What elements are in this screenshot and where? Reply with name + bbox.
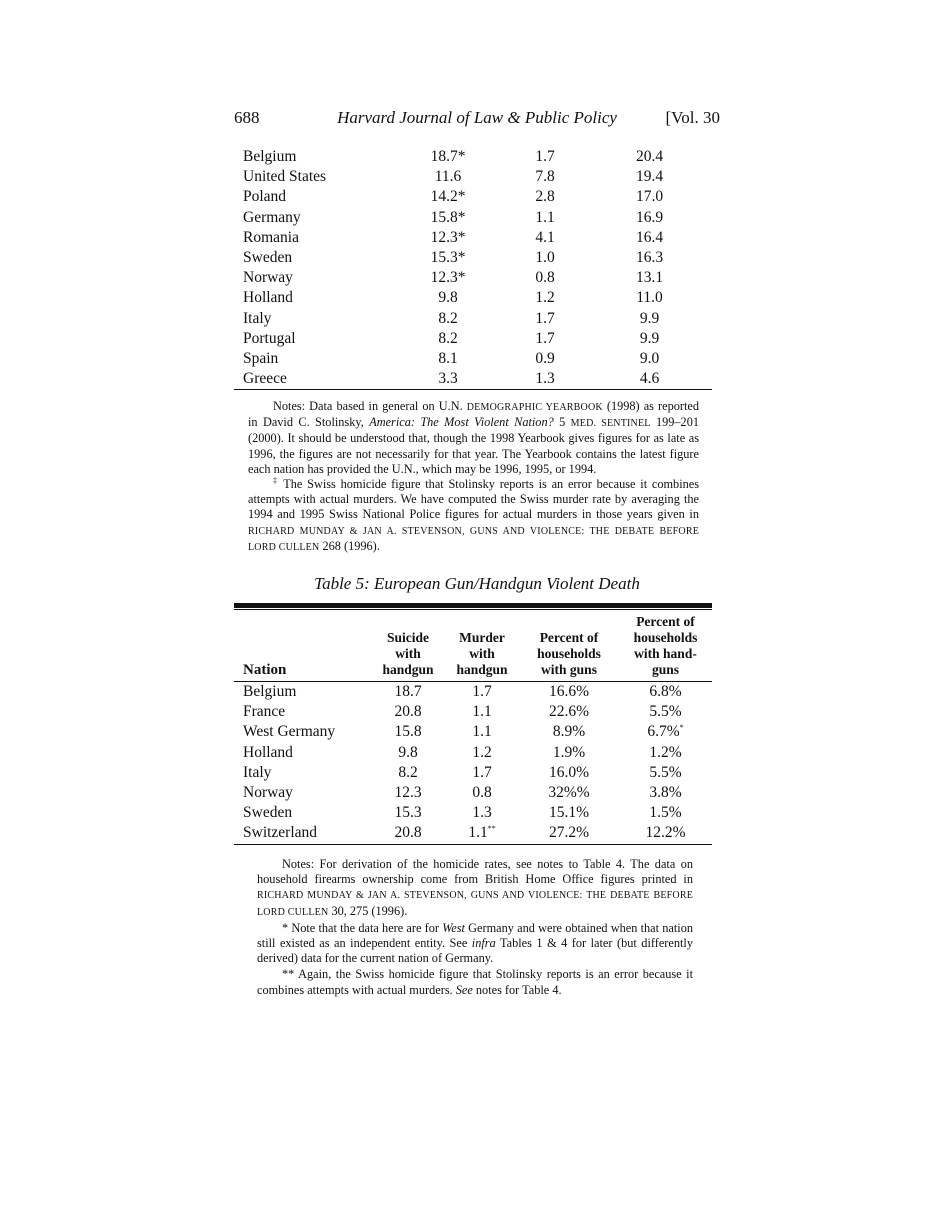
value-cell: 16.4 <box>635 228 664 246</box>
murder-cell: 1.2 <box>472 743 492 761</box>
nation-cell: Germany <box>243 208 301 226</box>
nation-cell: Holland <box>243 743 293 761</box>
pct_guns-cell: 22.6% <box>548 703 590 721</box>
nation-cell: Belgium <box>243 683 297 700</box>
nation-cell: Sweden <box>243 249 293 267</box>
nation-cell: Spain <box>243 350 279 368</box>
pct_handguns-cell: 6.7%* <box>647 723 684 741</box>
pct_guns-cell: 32%% <box>548 784 590 802</box>
table-4-note-1: Notes: Data based in general on U.N. DEMOGRAPHIC YEARBOOK (1998) as reported in David C. Stolinsky, America: The Most Violent Nation? 5 MED. SENTINEL 199–201 (2000). It should be understood that, though the 1998 Yearbook gives figures for as late as 1996, the figures are not necessarily for that year. The Yearbook contains the latest figure each nation has provided the U.N., which may be 1996, 1995, or 1994. <box>248 399 700 476</box>
table-row <box>234 823 712 844</box>
pct_guns-cell: 27.2% <box>519 823 619 844</box>
suicide-cell: 12.3 <box>394 784 422 802</box>
table-5-caption: Table 5: European Gun/Handgun Violent Death <box>314 574 640 593</box>
header-pct-handguns: Percent of households with hand- guns <box>619 614 712 682</box>
suicide-cell: 15.3 <box>394 804 422 822</box>
value-cell: 12.3* <box>430 228 466 246</box>
journal-title: Harvard Journal of Law & Public Policy <box>337 108 617 127</box>
value-cell: 9.0 <box>639 350 660 368</box>
footnote-mark: * <box>679 723 684 733</box>
value-cell: 9.9 <box>639 329 660 347</box>
table-row <box>234 783 712 803</box>
table-row <box>234 309 712 329</box>
nation-cell: Holland <box>243 289 293 307</box>
value-cell: 1.3 <box>503 369 587 390</box>
value-cell: 1.0 <box>535 249 555 267</box>
value-cell: 16.9 <box>635 208 664 226</box>
value-cell: 1.1 <box>535 208 555 226</box>
table-row <box>234 147 712 167</box>
suicide-cell: 20.8 <box>371 823 445 844</box>
table-5-note-2: * Note that the data here are for West Germany and were obtained when that nation still existed as an independent entity. See infra Tables 1 & 4 for later (but differently derived) data for the current nation of Germany. <box>257 920 693 966</box>
value-cell: 4.6 <box>587 369 712 390</box>
header-suicide: Suicide with handgun <box>371 614 445 682</box>
table-5 <box>234 614 712 845</box>
value-cell: 20.4 <box>635 148 664 165</box>
nation-cell: West Germany <box>243 723 336 741</box>
value-cell: 14.2* <box>430 188 466 206</box>
value-cell: 1.2 <box>535 289 555 307</box>
value-cell: 7.8 <box>535 168 555 186</box>
nation-cell: United States <box>243 168 327 186</box>
table-5-note-3: ** Again, the Swiss homicide figure that Stolinsky reports is an error because it combines attempts with actual murders. See notes for Table 4. <box>257 967 693 997</box>
value-cell: 19.4 <box>635 168 664 186</box>
header-pct-guns: Percent of households with guns <box>519 614 619 682</box>
nation-cell: Belgium <box>243 148 297 165</box>
footnote-mark: ** <box>487 824 496 834</box>
murder-cell: 1.7 <box>472 683 492 700</box>
table-row <box>234 288 712 308</box>
running-head <box>234 108 720 132</box>
value-cell: 18.7* <box>430 148 466 165</box>
value-cell: 15.3* <box>430 249 466 267</box>
value-cell: 15.8* <box>430 208 466 226</box>
table-top-rule-thin <box>234 609 712 610</box>
nation-cell: Poland <box>243 188 287 206</box>
pct_guns-cell: 16.6% <box>548 683 590 700</box>
nation-cell: Sweden <box>243 804 293 822</box>
murder-cell: 1.7 <box>472 763 492 781</box>
value-cell: 11.0 <box>636 289 663 307</box>
table-row <box>234 187 712 207</box>
pct_handguns-cell: 5.5% <box>649 763 682 781</box>
table-5-note-1: Notes: For derivation of the homicide rates, see notes to Table 4. The data on household firearms ownership come from British Home Office figures printed in RICHARD MUNDAY & JAN A. STEVENSON, GUNS AND VIOLENCE: THE DEBATE BEFORE LORD CULLEN 30, 275 (1996). <box>257 857 693 918</box>
nation-cell: Italy <box>243 763 272 781</box>
header-murder: Murder with handgun <box>445 614 519 682</box>
table-row <box>234 208 712 228</box>
value-cell: 11.6 <box>434 168 462 186</box>
value-cell: 0.9 <box>535 350 555 368</box>
header-nation: Nation <box>234 614 371 682</box>
nation-cell: Portugal <box>243 329 296 347</box>
murder-cell: 1.1** <box>445 823 519 844</box>
value-cell: 3.3 <box>393 369 503 390</box>
table-row <box>234 228 712 248</box>
table-4-notes <box>248 399 699 555</box>
murder-cell: 1.1 <box>472 723 492 741</box>
value-cell: 8.2 <box>438 329 458 347</box>
suicide-cell: 8.2 <box>398 763 418 781</box>
nation-cell: Italy <box>243 309 272 327</box>
table-row <box>234 743 712 763</box>
pct_handguns-cell: 6.8% <box>649 683 682 700</box>
pct_guns-cell: 16.0% <box>548 763 590 781</box>
pct_handguns-cell: 12.2% <box>619 823 712 844</box>
nation-cell: Switzerland <box>234 823 371 844</box>
value-cell: 1.7 <box>535 309 555 327</box>
nation-cell: Norway <box>243 269 293 287</box>
value-cell: 9.8 <box>438 289 458 307</box>
nation-cell: France <box>243 703 286 721</box>
value-cell: 2.8 <box>535 188 555 206</box>
table-row <box>234 329 712 349</box>
value-cell: 16.3 <box>635 249 664 267</box>
table-row <box>234 803 712 823</box>
table-row <box>234 722 712 742</box>
value-cell: 9.9 <box>639 309 660 327</box>
pct_guns-cell: 8.9% <box>552 723 586 741</box>
murder-cell: 1.1 <box>472 703 492 721</box>
table-top-rule <box>234 603 712 608</box>
table-row <box>234 268 712 288</box>
table-row <box>234 248 712 268</box>
value-cell: 4.1 <box>535 228 555 246</box>
suicide-cell: 18.7 <box>394 683 422 700</box>
table-row <box>234 369 712 390</box>
pct_guns-cell: 15.1% <box>548 804 590 822</box>
value-cell: 1.7 <box>535 329 555 347</box>
murder-cell: 1.3 <box>472 804 492 822</box>
pct_handguns-cell: 3.8% <box>649 784 682 802</box>
table-4-continued <box>234 147 712 390</box>
value-cell: 8.2 <box>438 309 458 327</box>
table-row <box>234 763 712 783</box>
nation-cell: Romania <box>243 228 299 246</box>
page-number: 688 <box>234 108 260 127</box>
value-cell: 0.8 <box>535 269 555 287</box>
suicide-cell: 20.8 <box>394 703 422 721</box>
volume-label: [Vol. 30 <box>665 108 720 127</box>
pct_handguns-cell: 1.2% <box>649 743 682 761</box>
table-5-header-row <box>234 614 712 682</box>
value-cell: 8.1 <box>438 350 458 368</box>
table-5-notes <box>257 857 693 999</box>
suicide-cell: 9.8 <box>398 743 418 761</box>
pct_handguns-cell: 5.5% <box>649 703 682 721</box>
value-cell: 13.1 <box>635 269 664 287</box>
table-4-note-2: ‡ The Swiss homicide figure that Stolinsky reports is an error because it combines attempts with actual murders. We have computed the Swiss murder rate by averaging the 1994 and 1995 Swiss National Police figures for actual murders in those years given in RICHARD MUNDAY & JAN A. STEVENSON, GUNS AND VIOLENCE: THE DEBATE BEFORE LORD CULLEN 268 (1996). <box>248 475 699 553</box>
table-row <box>234 702 712 722</box>
value-cell: 1.7 <box>535 148 555 165</box>
nation-cell: Norway <box>243 784 293 802</box>
value-cell: 12.3* <box>430 269 466 287</box>
pct_handguns-cell: 1.5% <box>649 804 682 822</box>
table-row <box>234 167 712 187</box>
value-cell: 17.0 <box>635 188 664 206</box>
murder-cell: 0.8 <box>472 784 492 802</box>
table-row <box>234 349 712 369</box>
pct_guns-cell: 1.9% <box>552 743 586 761</box>
table-row <box>234 682 712 703</box>
suicide-cell: 15.8 <box>394 723 422 741</box>
nation-cell: Greece <box>234 369 393 390</box>
